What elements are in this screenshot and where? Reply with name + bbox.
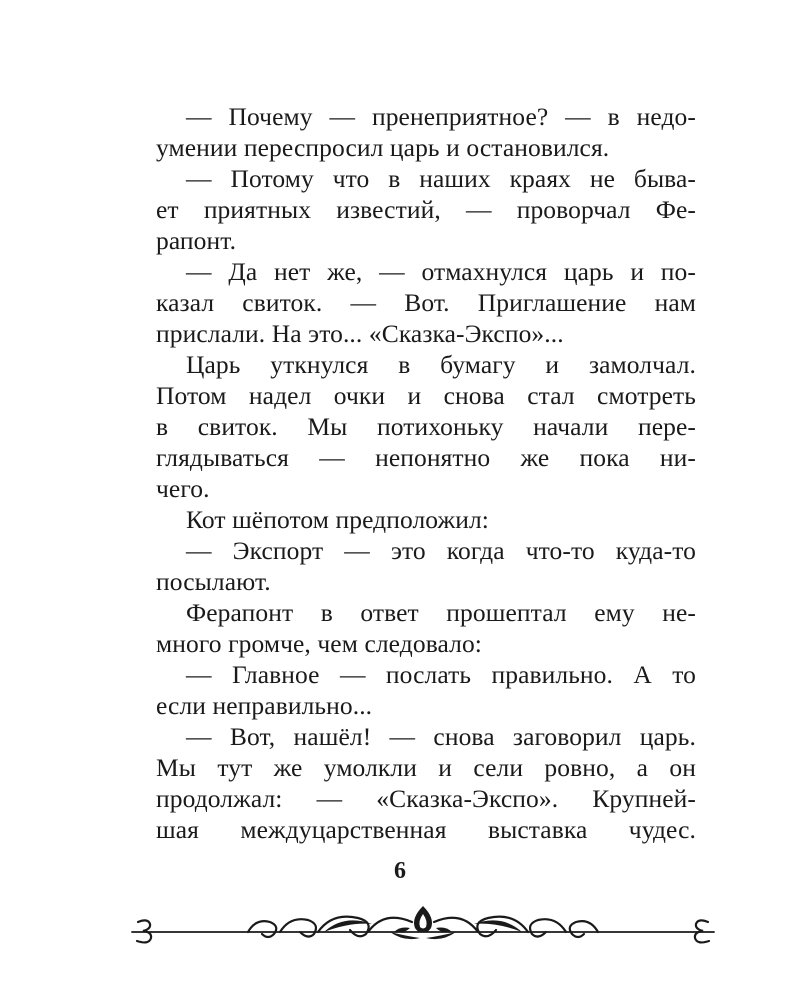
text-line: Кот шёпотом предположил:	[186, 505, 489, 534]
text-line: Ферапонт в ответ прошептал ему не-	[186, 598, 696, 627]
text-line: — Главное — послать правильно. А то	[186, 660, 696, 689]
page-number: 6	[394, 858, 406, 884]
text-line: шая междуцарственная выставка чудес.	[156, 815, 696, 844]
ornament-divider-icon	[128, 898, 718, 954]
text-line: Потом надел очки и снова стал смотреть	[156, 381, 696, 410]
text-line: казал свиток. — Вот. Приглашение нам	[156, 288, 696, 317]
text-line: ет приятных известий, — проворчал Фе-	[156, 195, 696, 224]
text-line: много громче, чем следовало:	[156, 629, 482, 658]
text-line: — Да нет же, — отмахнулся царь и по-	[186, 257, 696, 286]
text-line: — Почему — пренеприятное? — в недо-	[186, 102, 696, 131]
text-line: рапонт.	[156, 226, 237, 255]
text-line: — Экспорт — это когда что-то куда-то	[186, 536, 696, 565]
text-line: Мы тут же умолкли и сели ровно, а он	[156, 753, 696, 782]
text-line: продолжал: — «Сказка-Экспо». Крупней-	[156, 784, 696, 813]
text-line: чего.	[156, 474, 210, 503]
text-line: умении переспросил царь и остановился.	[156, 133, 610, 162]
body-text	[156, 101, 696, 845]
text-line: в свиток. Мы потихоньку начали пере-	[156, 412, 696, 441]
text-line: — Потому что в наших краях не быва-	[186, 164, 696, 193]
text-line: посылают.	[156, 567, 271, 596]
text-line: глядываться — непонятно же пока ни-	[156, 443, 696, 472]
text-line: прислали. На это... «Сказка-Экспо»...	[156, 319, 564, 348]
text-line: — Вот, нашёл! — снова заговорил царь.	[186, 722, 696, 751]
text-line: Царь уткнулся в бумагу и замолчал.	[186, 350, 696, 379]
text-line: если неправильно...	[156, 691, 373, 720]
